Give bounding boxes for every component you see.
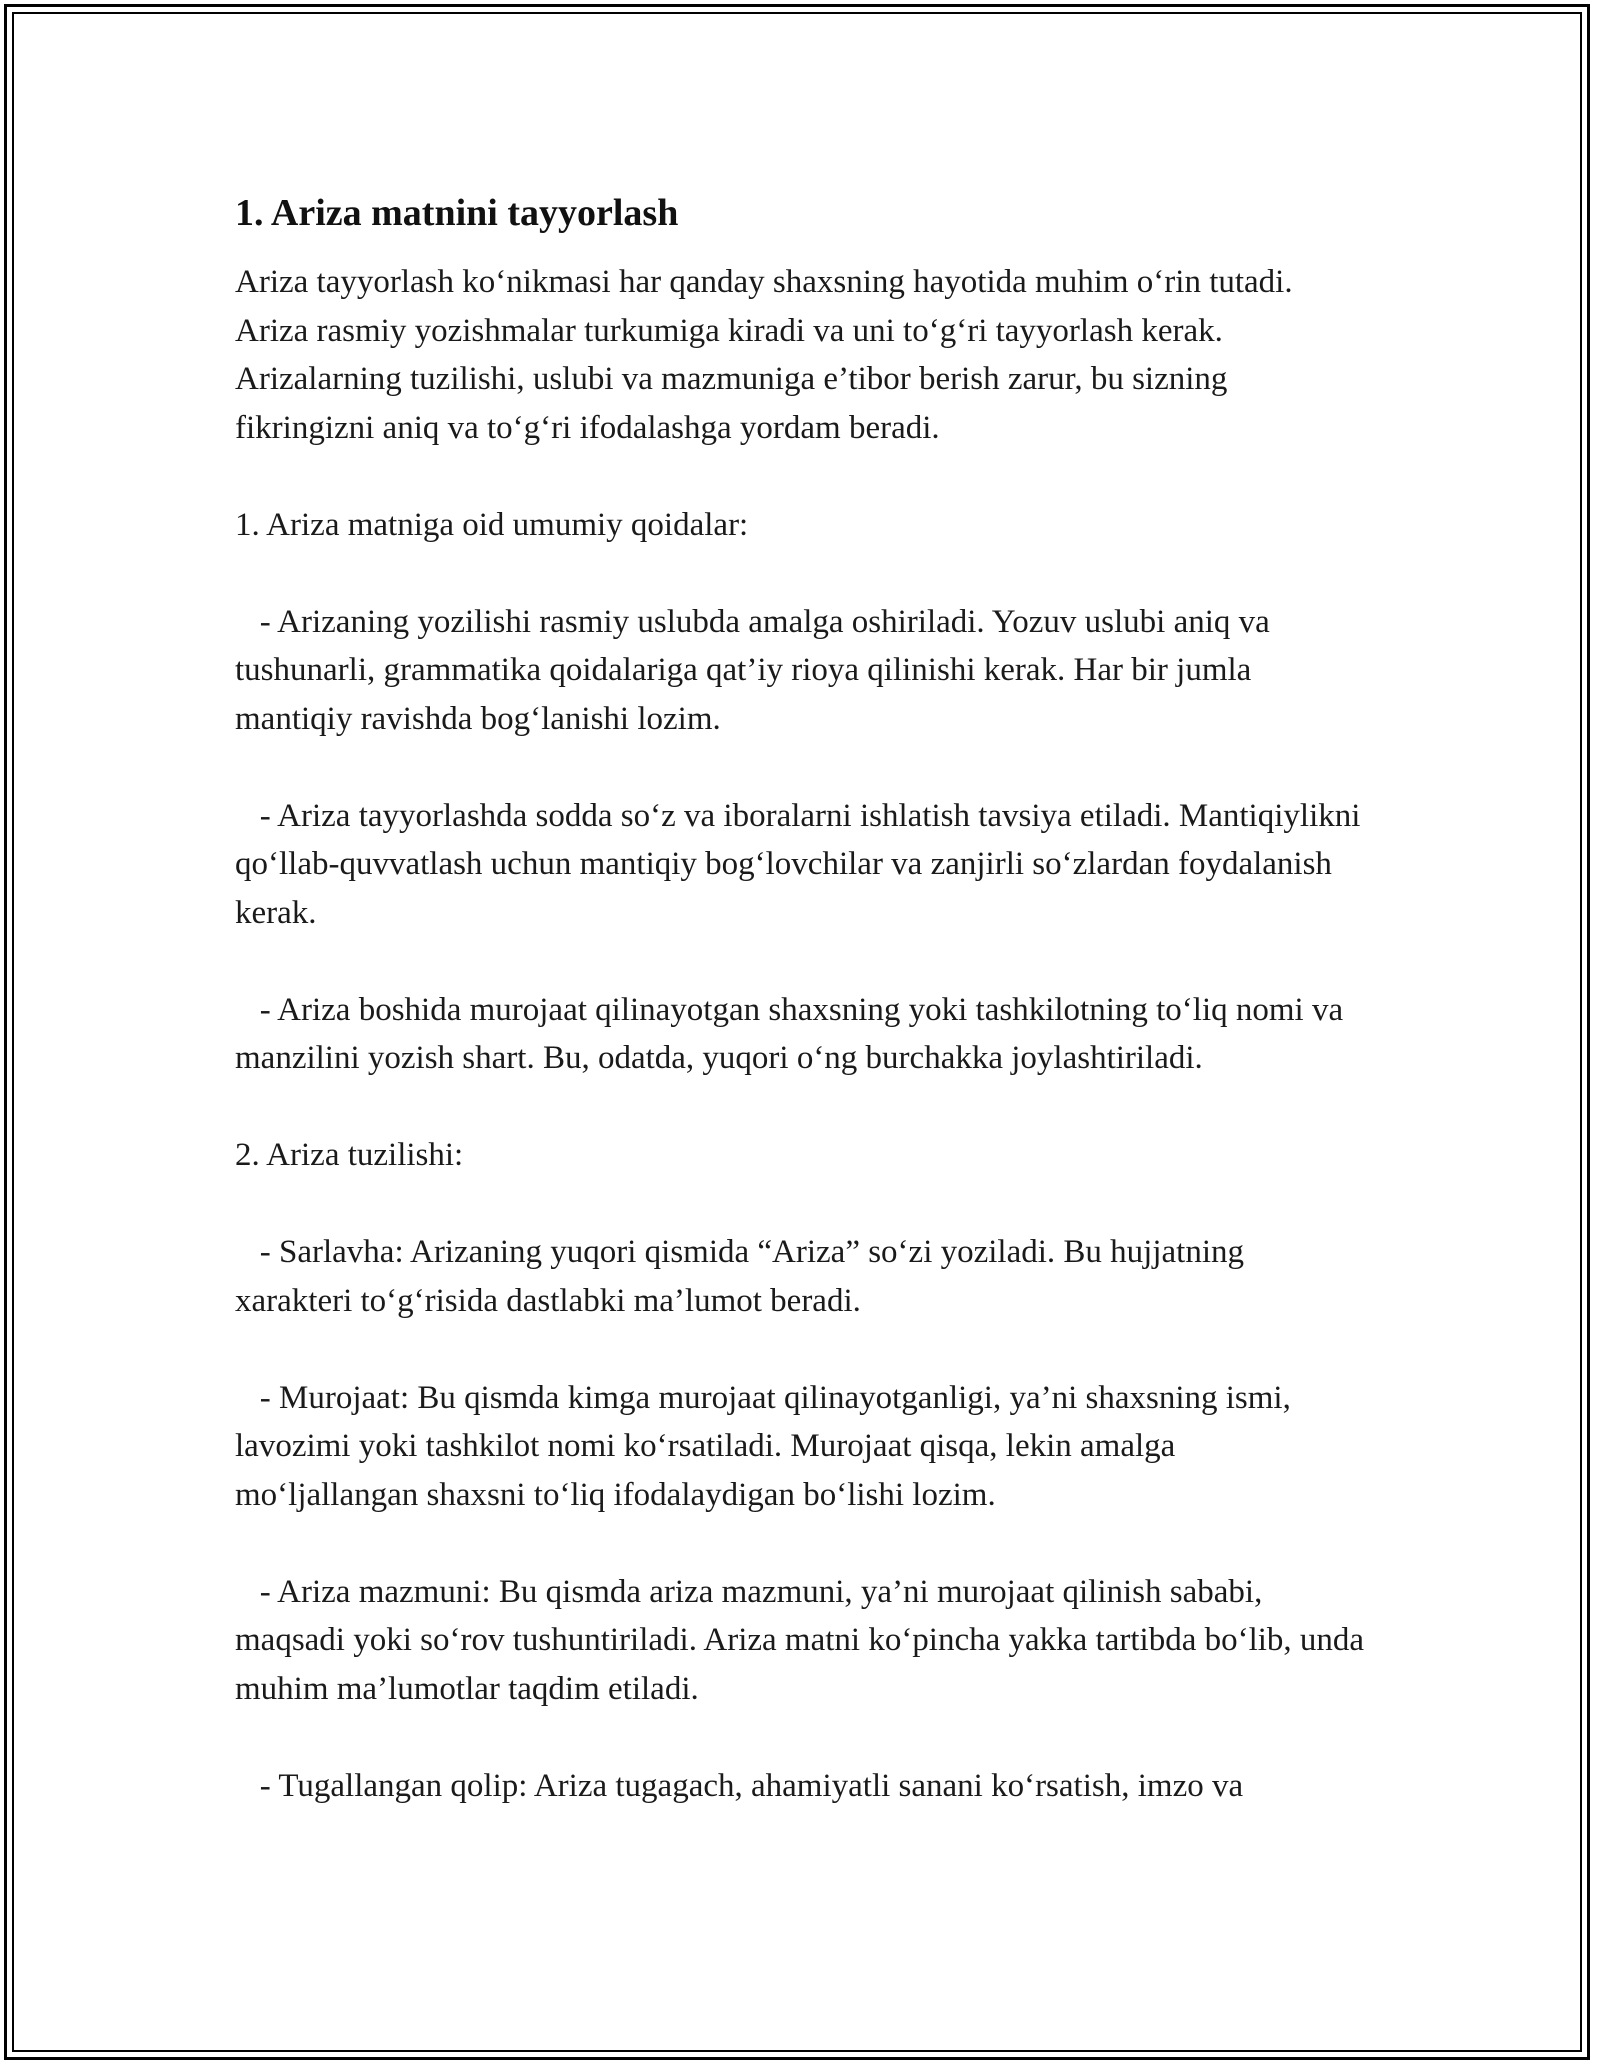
- structure-item-title: - Sarlavha: Arizaning yuqori qismida “Ariza” so‘zi yoziladi. Bu hujjatning xarakteri to‘g‘risida dastlabki ma’lumot beradi.: [235, 1234, 1253, 1319]
- rule-item-style: - Arizaning yozilishi rasmiy uslubda amalga oshiriladi. Yozuv uslubi aniq va tushunarli, grammatika qoidalariga qat’iy rioya qilinishi kerak. Har bir jumla mantiqiy ravishda bog‘lanishi lozim.: [235, 603, 1279, 737]
- intro-paragraph: Ariza tayyorlash ko‘nikmasi har qanday shaxsning hayotida muhim o‘rin tutadi. Ariza rasmiy yozishmalar turkumiga kiradi va uni to‘g‘ri tayyorlash kerak. Arizalarning tuzilishi, uslubi va mazmuniga e’tibor berish zarur, bu sizning fikringizni aniq va to‘g‘ri ifodalashga yordam beradi.: [235, 264, 1300, 446]
- list-heading-general-rules: 1. Ariza matniga oid umumiy qoidalar:: [235, 506, 749, 543]
- section-heading: 1. Ariza matnini tayyorlash: [235, 192, 679, 234]
- document-body: [235, 186, 1373, 1859]
- structure-item-address: - Murojaat: Bu qismda kimga murojaat qilinayotganligi, ya’ni shaxsning ismi, lavozimi yoki tashkilot nomi ko‘rsatiladi. Murojaat qisqa, lekin amalga mo‘ljallangan shaxsni to‘liq ifodalaydigan bo‘lishi lozim.: [235, 1379, 1300, 1513]
- list-heading-structure: 2. Ariza tuzilishi:: [235, 1137, 464, 1173]
- rule-item-simple-words: - Ariza tayyorlashda sodda so‘z va iboralarni ishlatish tavsiya etiladi. Mantiqiylikni qo‘llab-quvvatlash uchun mantiqiy bog‘lovchilar va zanjirli so‘zlardan foydalanish kerak.: [235, 797, 1369, 931]
- structure-item-closing: - Tugallangan qolip: Ariza tugagach, ahamiyatli sanani ko‘rsatish, imzo va: [235, 1767, 1244, 1804]
- structure-item-content: - Ariza mazmuni: Bu qismda ariza mazmuni, ya’ni murojaat qilinish sababi, maqsadi yoki so‘rov tushuntiriladi. Ariza matni ko‘pincha yakka tartibda bo‘lib, unda muhim ma’lumotlar taqdim etiladi.: [235, 1573, 1373, 1707]
- rule-item-recipient: - Ariza boshida murojaat qilinayotgan shaxsning yoki tashkilotning to‘liq nomi va manzilini yozish shart. Bu, odatda, yuqori o‘ng burchakka joylashtiriladi.: [235, 991, 1352, 1076]
